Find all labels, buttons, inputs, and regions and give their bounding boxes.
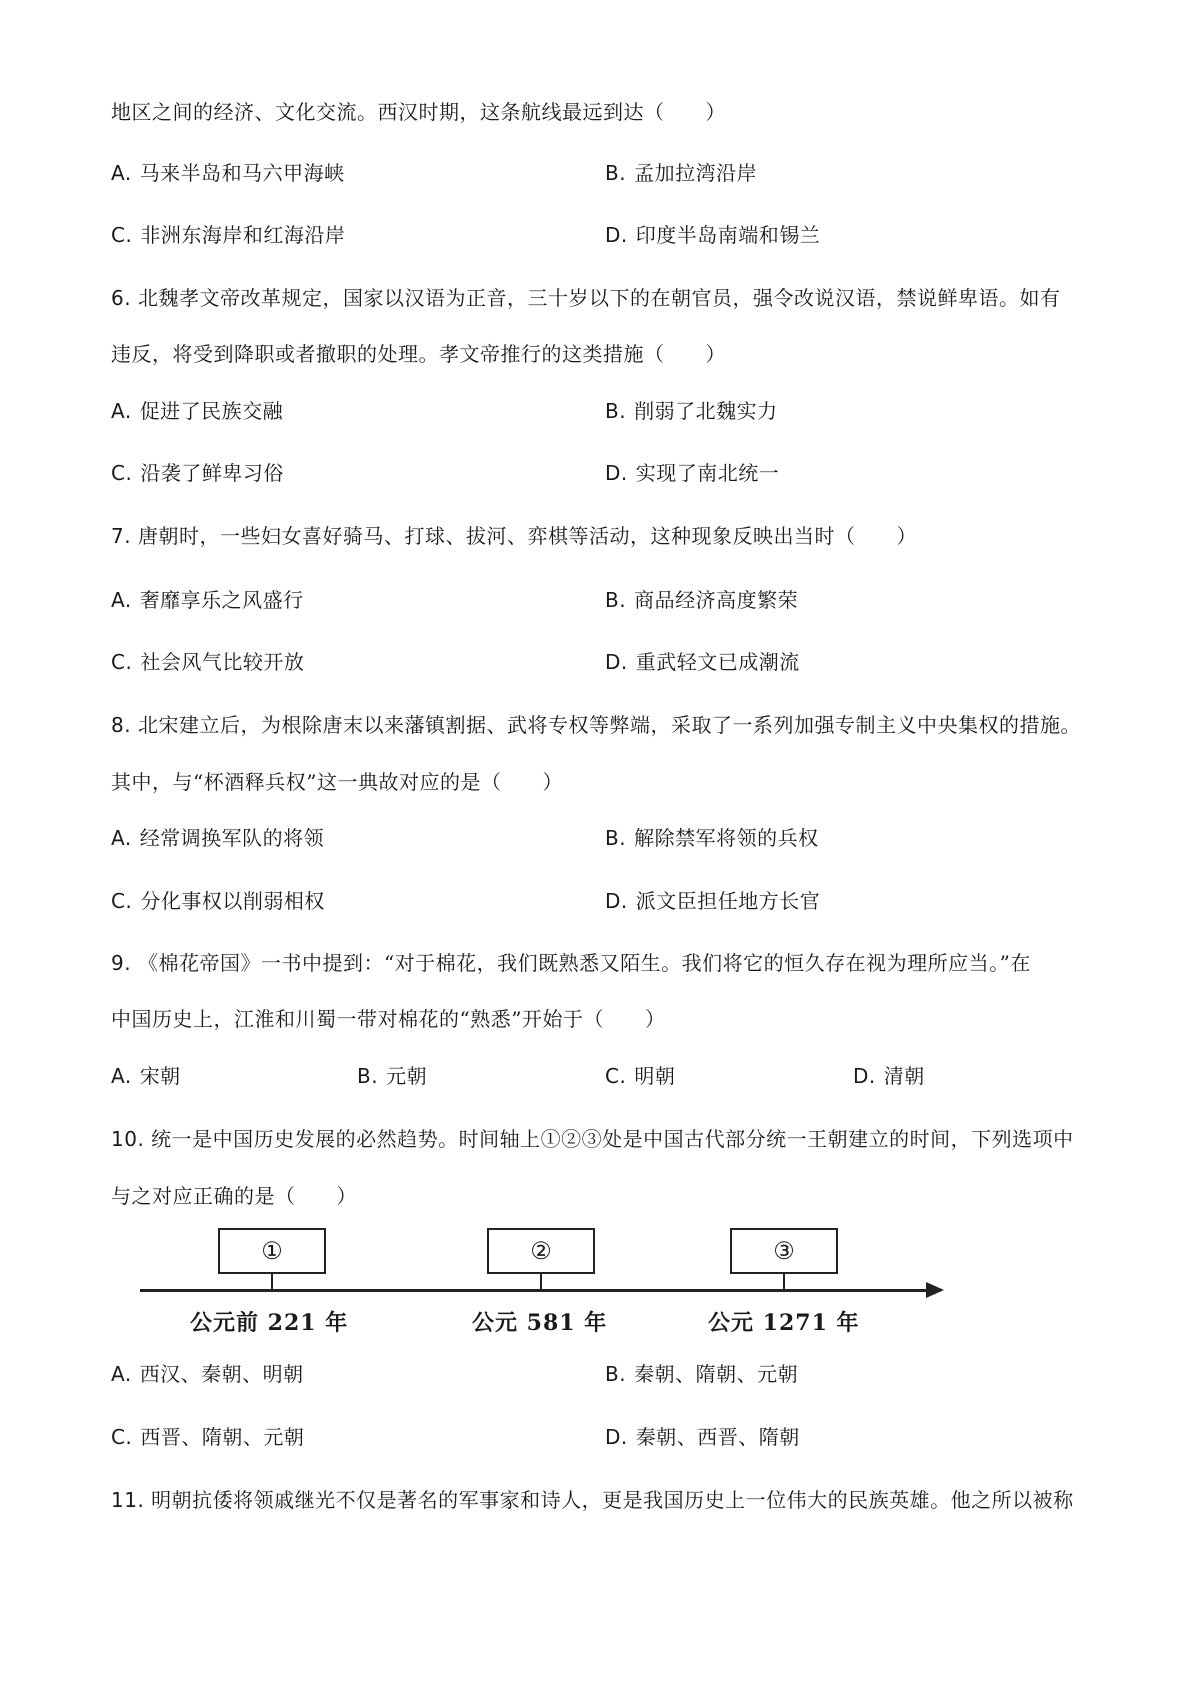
q6-option-d <box>605 459 779 487</box>
timeline-label-1: 公元前 221 年 <box>190 1310 349 1336</box>
q9-option-a <box>111 1062 181 1090</box>
q9-stem-line-2: 中国历史上，江淮和川蜀一带对棉花的“熟悉”开始于（ ） <box>111 1007 666 1031</box>
option-letter: D. <box>605 1425 628 1449</box>
option-text: 促进了民族交融 <box>139 399 284 423</box>
q7-stem-text: 唐朝时，一些妇女喜好骑马、打球、拔河、弈棋等活动，这种现象反映出当时（ ） <box>137 524 917 548</box>
option-text: 印度半岛南端和锡兰 <box>635 223 821 247</box>
timeline-tick-3 <box>783 1274 785 1290</box>
option-text: 奢靡享乐之风盛行 <box>139 588 304 612</box>
question-number: 9. <box>111 951 132 975</box>
q10-stem-text: 统一是中国历史发展的必然趋势。时间轴上①②③处是中国古代部分统一王朝建立的时间，下列选项中 <box>151 1127 1074 1151</box>
option-text: 秦朝、隋朝、元朝 <box>634 1362 799 1386</box>
option-letter: A. <box>111 826 132 850</box>
q5-option-c <box>111 221 345 249</box>
q6-option-b <box>605 397 778 425</box>
option-letter: D. <box>605 650 628 674</box>
q9-stem-line-1 <box>111 949 1031 977</box>
q6-option-a <box>111 397 283 425</box>
timeline-tick-1 <box>271 1274 273 1290</box>
option-letter: B. <box>605 826 627 850</box>
q9-option-d <box>853 1062 925 1090</box>
q10-stem-line-2: 与之对应正确的是（ ） <box>111 1184 357 1208</box>
timeline-marker-1: ① <box>218 1228 326 1274</box>
option-letter: A. <box>111 161 132 185</box>
option-letter: B. <box>605 161 627 185</box>
q9-option-c <box>605 1062 675 1090</box>
timeline-arrow-icon <box>926 1282 944 1298</box>
timeline-label-2: 公元 581 年 <box>472 1310 608 1336</box>
q7-option-a <box>111 586 304 614</box>
option-letter: B. <box>357 1064 379 1088</box>
question-number: 10. <box>111 1127 145 1151</box>
option-letter: D. <box>605 461 628 485</box>
question-number: 6. <box>111 286 132 310</box>
q10-option-c <box>111 1423 304 1451</box>
q8-option-b <box>605 824 819 852</box>
q11-stem-line <box>111 1486 1074 1514</box>
q5-option-b <box>605 159 757 187</box>
question-number: 8. <box>111 713 132 737</box>
option-text: 非洲东海岸和红海沿岸 <box>140 223 346 247</box>
option-text: 分化事权以削弱相权 <box>140 889 325 913</box>
option-letter: A. <box>111 399 132 423</box>
option-text: 西晋、隋朝、元朝 <box>140 1425 305 1449</box>
q5-option-a <box>111 159 345 187</box>
option-letter: C. <box>111 461 133 485</box>
q9-option-b <box>357 1062 427 1090</box>
q10-stem-line-1 <box>111 1125 1074 1153</box>
timeline-marker-2: ② <box>487 1228 595 1274</box>
timeline-marker-3: ③ <box>730 1228 838 1274</box>
q10-option-a <box>111 1360 304 1388</box>
q6-stem-text: 北魏孝文帝改革规定，国家以汉语为正音，三十岁以下的在朝官员，强令改说汉语，禁说鲜卑语。如有 <box>137 286 1061 310</box>
option-text: 明朝 <box>634 1064 676 1088</box>
option-text: 清朝 <box>883 1064 925 1088</box>
option-text: 社会风气比较开放 <box>140 650 305 674</box>
option-text: 孟加拉湾沿岸 <box>634 161 758 185</box>
option-letter: C. <box>605 1064 627 1088</box>
q11-stem-text: 明朝抗倭将领戚继光不仅是著名的军事家和诗人，更是我国历史上一位伟大的民族英雄。他之所以被称 <box>151 1488 1074 1512</box>
option-text: 沿袭了鲜卑习俗 <box>140 461 284 485</box>
option-letter: C. <box>111 650 133 674</box>
q8-stem-line-1 <box>111 711 1081 739</box>
option-text: 解除禁军将领的兵权 <box>634 826 819 850</box>
option-text: 经常调换军队的将领 <box>139 826 325 850</box>
option-letter: B. <box>605 1362 627 1386</box>
option-text: 元朝 <box>386 1064 428 1088</box>
timeline-tick-2 <box>540 1274 542 1290</box>
timeline-axis <box>140 1289 930 1292</box>
q8-option-d <box>605 887 820 915</box>
option-text: 商品经济高度繁荣 <box>634 588 799 612</box>
option-text: 西汉、秦朝、明朝 <box>139 1362 304 1386</box>
option-letter: B. <box>605 588 627 612</box>
timeline-label-3: 公元 1271 年 <box>708 1310 860 1336</box>
option-letter: B. <box>605 399 627 423</box>
option-text: 削弱了北魏实力 <box>634 399 778 423</box>
q7-stem-line <box>111 522 917 550</box>
option-text: 重武轻文已成潮流 <box>635 650 800 674</box>
option-letter: D. <box>853 1064 876 1088</box>
q8-option-a <box>111 824 324 852</box>
q5-option-d <box>605 221 820 249</box>
q8-option-c <box>111 887 325 915</box>
option-text: 宋朝 <box>139 1064 181 1088</box>
option-text: 派文臣担任地方长官 <box>635 889 821 913</box>
option-letter: A. <box>111 1362 132 1386</box>
q8-stem-text: 北宋建立后，为根除唐末以来藩镇割据、武将专权等弊端，采取了一系列加强专制主义中央集权的措施。 <box>137 713 1081 737</box>
q6-stem-line-2: 违反，将受到降职或者撤职的处理。孝文帝推行的这类措施（ ） <box>111 342 726 366</box>
q7-option-d <box>605 648 800 676</box>
option-letter: C. <box>111 223 133 247</box>
q7-option-b <box>605 586 798 614</box>
q5-stem-line: 地区之间的经济、文化交流。西汉时期，这条航线最远到达（ ） <box>111 100 726 124</box>
option-text: 马来半岛和马六甲海峡 <box>139 161 345 185</box>
option-text: 实现了南北统一 <box>635 461 780 485</box>
question-number: 11. <box>111 1488 145 1512</box>
q10-option-d <box>605 1423 800 1451</box>
q6-option-c <box>111 459 284 487</box>
option-letter: C. <box>111 889 133 913</box>
option-text: 秦朝、西晋、隋朝 <box>635 1425 800 1449</box>
q6-stem-line-1 <box>111 284 1060 312</box>
timeline-figure <box>120 1222 950 1352</box>
option-letter: C. <box>111 1425 133 1449</box>
q8-stem-line-2: 其中，与“杯酒释兵权”这一典故对应的是（ ） <box>111 770 563 794</box>
q7-option-c <box>111 648 304 676</box>
q9-stem-text: 《棉花帝国》一书中提到：“对于棉花，我们既熟悉又陌生。我们将它的恒久存在视为理所应当。”在 <box>137 951 1031 975</box>
option-letter: D. <box>605 889 628 913</box>
question-number: 7. <box>111 524 132 548</box>
option-letter: D. <box>605 223 628 247</box>
q10-option-b <box>605 1360 798 1388</box>
option-letter: A. <box>111 1064 132 1088</box>
option-letter: A. <box>111 588 132 612</box>
